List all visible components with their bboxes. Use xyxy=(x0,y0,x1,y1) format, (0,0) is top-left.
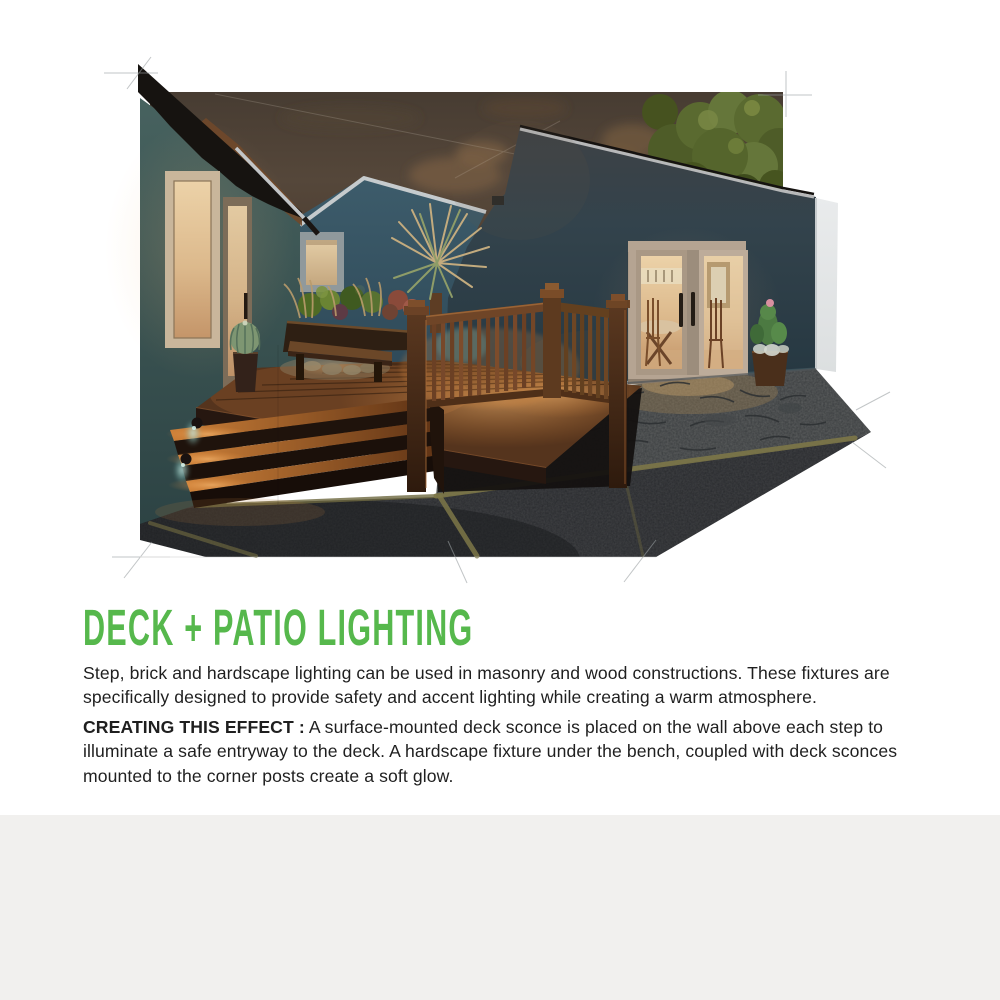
dining-room-right-pane xyxy=(704,256,743,369)
small-lit-window xyxy=(299,232,344,292)
effect-label: CREATING THIS EFFECT : xyxy=(83,717,305,737)
intro-paragraph: Step, brick and hardscape lighting can be used in masonry and wood constructions. These fixtures are specifically designed to provide safety and accent lighting while creating a warm atmosphere. xyxy=(83,663,890,708)
cactus-bloom xyxy=(766,299,774,307)
light-slab xyxy=(816,198,838,372)
door-handle xyxy=(691,292,695,326)
door-handle xyxy=(244,293,248,319)
section-heading: DECK + PATIO LIGHTING xyxy=(83,599,474,656)
footer-band xyxy=(0,815,1000,1000)
door-handle xyxy=(679,293,683,327)
stair-stringer xyxy=(430,400,444,494)
framed-art xyxy=(711,267,726,303)
lit-window xyxy=(165,171,220,348)
effect-text: A surface-mounted deck sconce is placed on the wall above each step to illuminate a safe entryway to the deck. A hardscape fixture under the bench, coupled with deck sconces mounted to the corner posts create a soft glow. xyxy=(83,717,898,786)
effect-paragraph xyxy=(83,715,915,788)
